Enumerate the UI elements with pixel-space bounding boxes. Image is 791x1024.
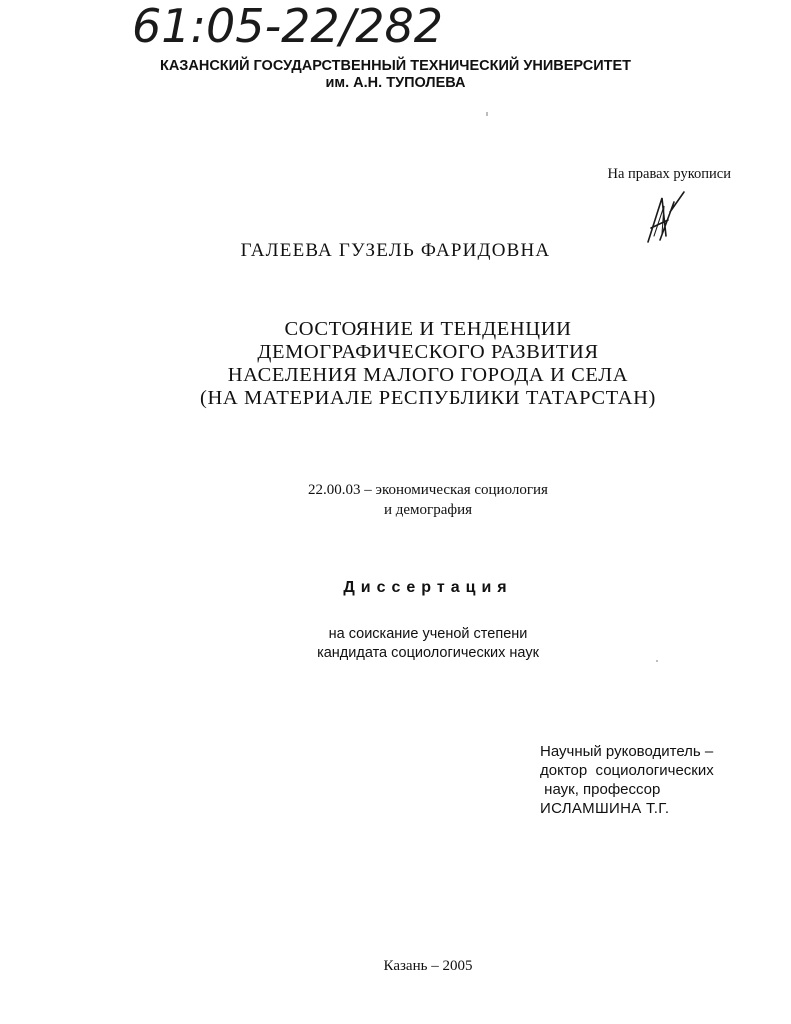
degree-line: кандидата социологических наук: [317, 644, 539, 661]
supervisor-name: ИСЛАМШИНА Т.Г.: [540, 800, 670, 817]
title-line: (НА МАТЕРИАЛЕ РЕСПУБЛИКИ ТАТАРСТАН): [200, 387, 656, 409]
title-line: ДЕМОГРАФИЧЕСКОГО РАЗВИТИЯ: [257, 341, 599, 363]
scan-speck: [486, 112, 488, 116]
archive-number-handwriting: [130, 0, 530, 52]
author-name: ГАЛЕЕВА ГУЗЕЛЬ ФАРИДОВНА: [240, 240, 551, 261]
specialty-line: 22.00.03 – экономическая социология: [308, 482, 548, 498]
title-line: НАСЕЛЕНИЯ МАЛОГО ГОРОДА И СЕЛА: [227, 364, 629, 386]
archive-number-text: 61:05-22/282: [132, 0, 443, 52]
dissertation-title: [0, 318, 791, 410]
degree-sought: [0, 625, 791, 662]
supervisor-role: Научный руководитель –: [540, 743, 714, 760]
supervisor-degree: доктор социологических: [540, 762, 714, 779]
manuscript-rights-note: На правах рукописи: [607, 166, 731, 182]
scientific-supervisor: [540, 742, 770, 818]
title-line: СОСТОЯНИЕ И ТЕНДЕНЦИИ: [284, 318, 572, 340]
specialty-code: [0, 480, 791, 520]
supervisor-title: наук, профессор: [540, 781, 661, 798]
specialty-line: и демография: [383, 502, 472, 518]
university-named-after: им. А.Н. ТУПОЛЕВА: [325, 75, 466, 91]
scan-speck: [656, 660, 658, 662]
university-header: [0, 58, 791, 92]
city-year: Казань – 2005: [383, 958, 473, 974]
degree-line: на соискание ученой степени: [328, 626, 528, 642]
document-type: Диссертация: [343, 579, 513, 596]
university-name: КАЗАНСКИЙ ГОСУДАРСТВЕННЫЙ ТЕХНИЧЕСКИЙ УНИВЕРСИТЕТ: [159, 58, 632, 74]
